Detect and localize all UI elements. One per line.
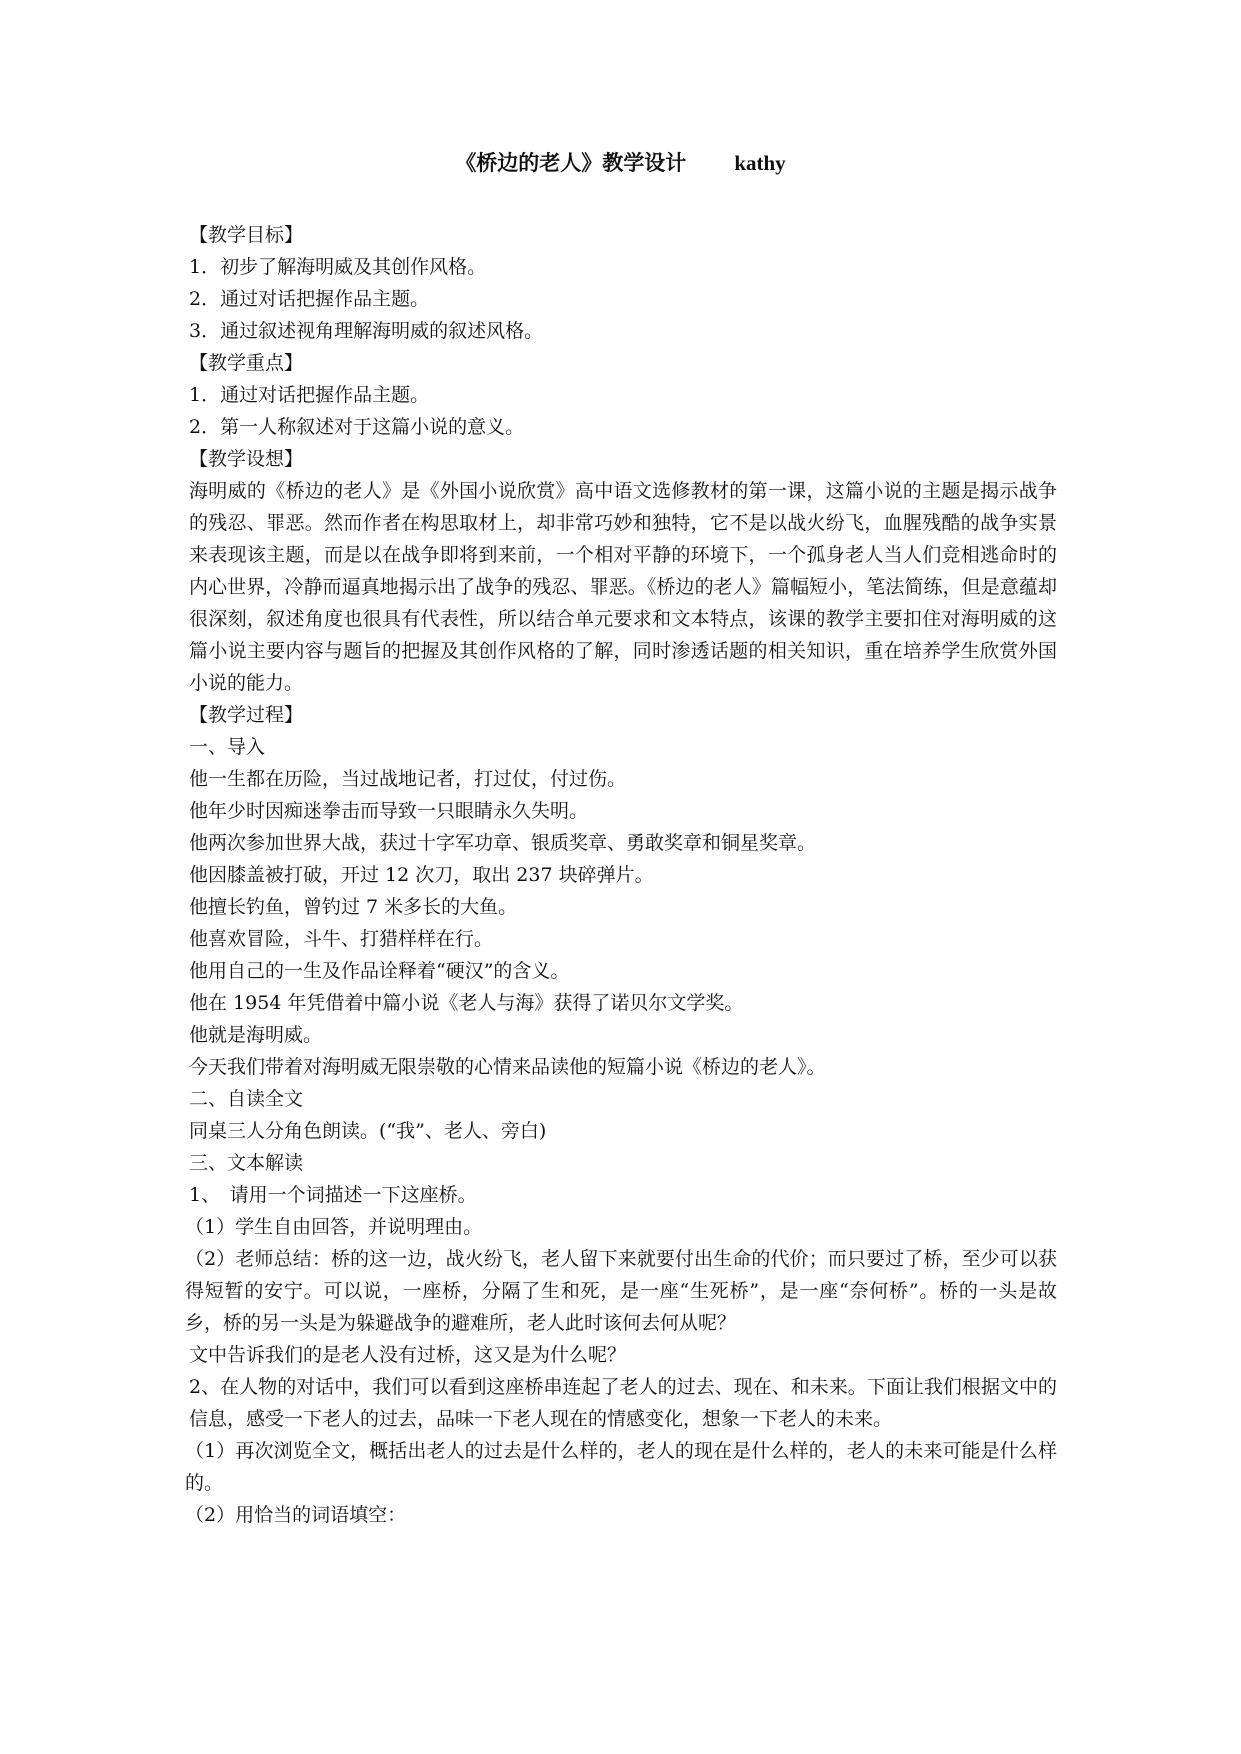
intro-line: 他用自己的一生及作品诠释着“硬汉”的含义。 xyxy=(189,960,570,982)
intro-line: 他一生都在历险，当过战地记者，打过仗，付过伤。 xyxy=(189,768,627,790)
heading-key-points: 【教学重点】 xyxy=(189,352,304,374)
intro-line: 他年少时因痴迷拳击而导致一只眼睛永久失明。 xyxy=(189,800,589,822)
section-text-reading-heading: 三、文本解读 xyxy=(189,1152,304,1174)
intro-line: 他喜欢冒险，斗牛、打猎样样在行。 xyxy=(189,928,494,950)
intro-line: 他擅长钓鱼，曾钓过 7 米多长的大鱼。 xyxy=(189,896,518,918)
heading-process: 【教学过程】 xyxy=(189,704,304,726)
section-self-read-heading: 二、自读全文 xyxy=(189,1088,304,1110)
question-2: 2、在人物的对话中，我们可以看到这座桥串连起了老人的过去、现在、和未来。下面让我们根据文中的信息，感受一下老人的过去，品味一下老人现在的情感变化，想象一下老人的未来。 xyxy=(189,1376,1057,1430)
key-point-item: 2．第一人称叙述对于这篇小说的意义。 xyxy=(189,416,525,438)
heading-objectives: 【教学目标】 xyxy=(189,224,304,246)
document-title-line xyxy=(0,148,1241,178)
self-read-line: 同桌三人分角色朗读。(“我”、老人、旁白) xyxy=(189,1120,547,1142)
objective-item: 2．通过对话把握作品主题。 xyxy=(189,288,430,310)
objective-item: 3．通过叙述视角理解海明威的叙述风格。 xyxy=(189,320,544,342)
question-2-step-2: （2）用恰当的词语填空： xyxy=(185,1504,407,1526)
question-1: 1、 请用一个词描述一下这座桥。 xyxy=(189,1184,477,1206)
intro-line: 他因膝盖被打破，开过 12 次刀，取出 237 块碎弹片。 xyxy=(189,864,654,886)
document-title: 《桥边的老人》教学设计 xyxy=(455,150,687,175)
key-point-item: 1．通过对话把握作品主题。 xyxy=(189,384,430,406)
question-1-step-1: （1）学生自由回答，并说明理由。 xyxy=(185,1216,483,1238)
intro-line: 他两次参加世界大战，获过十字军功章、银质奖章、勇敢奖章和铜星奖章。 xyxy=(189,832,817,854)
intro-line: 今天我们带着对海明威无限崇敬的心情来品读他的短篇小说《桥边的老人》。 xyxy=(189,1056,826,1078)
document-body xyxy=(185,219,1057,1531)
intro-line: 他就是海明威。 xyxy=(189,1024,323,1046)
heading-design: 【教学设想】 xyxy=(189,448,304,470)
question-1-step-2: （2）老师总结：桥的这一边，战火纷飞，老人留下来就要付出生命的代价；而只要过了桥，至少可以获得短暂的安宁。可以说，一座桥，分隔了生和死，是一座“生死桥”，是一座“奈何桥”。桥的一头是故乡，桥的另一头是为躲避战争的避难所，老人此时该何去何从呢？ xyxy=(185,1248,1057,1334)
question-1-followup: 文中告诉我们的是老人没有过桥，这又是为什么呢？ xyxy=(189,1344,627,1366)
question-2-step-1: （1）再次浏览全文，概括出老人的过去是什么样的，老人的现在是什么样的，老人的未来可能是什么样的。 xyxy=(185,1440,1057,1494)
objective-item: 1．初步了解海明威及其创作风格。 xyxy=(189,256,487,278)
intro-line: 他在 1954 年凭借着中篇小说《老人与海》获得了诺贝尔文学奖。 xyxy=(189,992,744,1014)
section-intro-heading: 一、导入 xyxy=(189,736,266,758)
design-paragraph: 海明威的《桥边的老人》是《外国小说欣赏》高中语文选修教材的第一课，这篇小说的主题是揭示战争的残忍、罪恶。然而作者在构思取材上，却非常巧妙和独特，它不是以战火纷飞，血腥残酷的战争实景来表现该主题，而是以在战争即将到来前，一个相对平静的环境下，一个孤身老人当人们竞相逃命时的内心世界，冷静而逼真地揭示出了战争的残忍、罪恶。《桥边的老人》篇幅短小，笔法简练，但是意蕴却很深刻，叙述角度也很具有代表性，所以结合单元要求和文本特点，该课的教学主要扣住对海明威的这篇小说主要内容与题旨的把握及其创作风格的了解，同时渗透话题的相关知识，重在培养学生欣赏外国小说的能力。 xyxy=(189,480,1057,694)
document-author: kathy xyxy=(734,151,786,175)
